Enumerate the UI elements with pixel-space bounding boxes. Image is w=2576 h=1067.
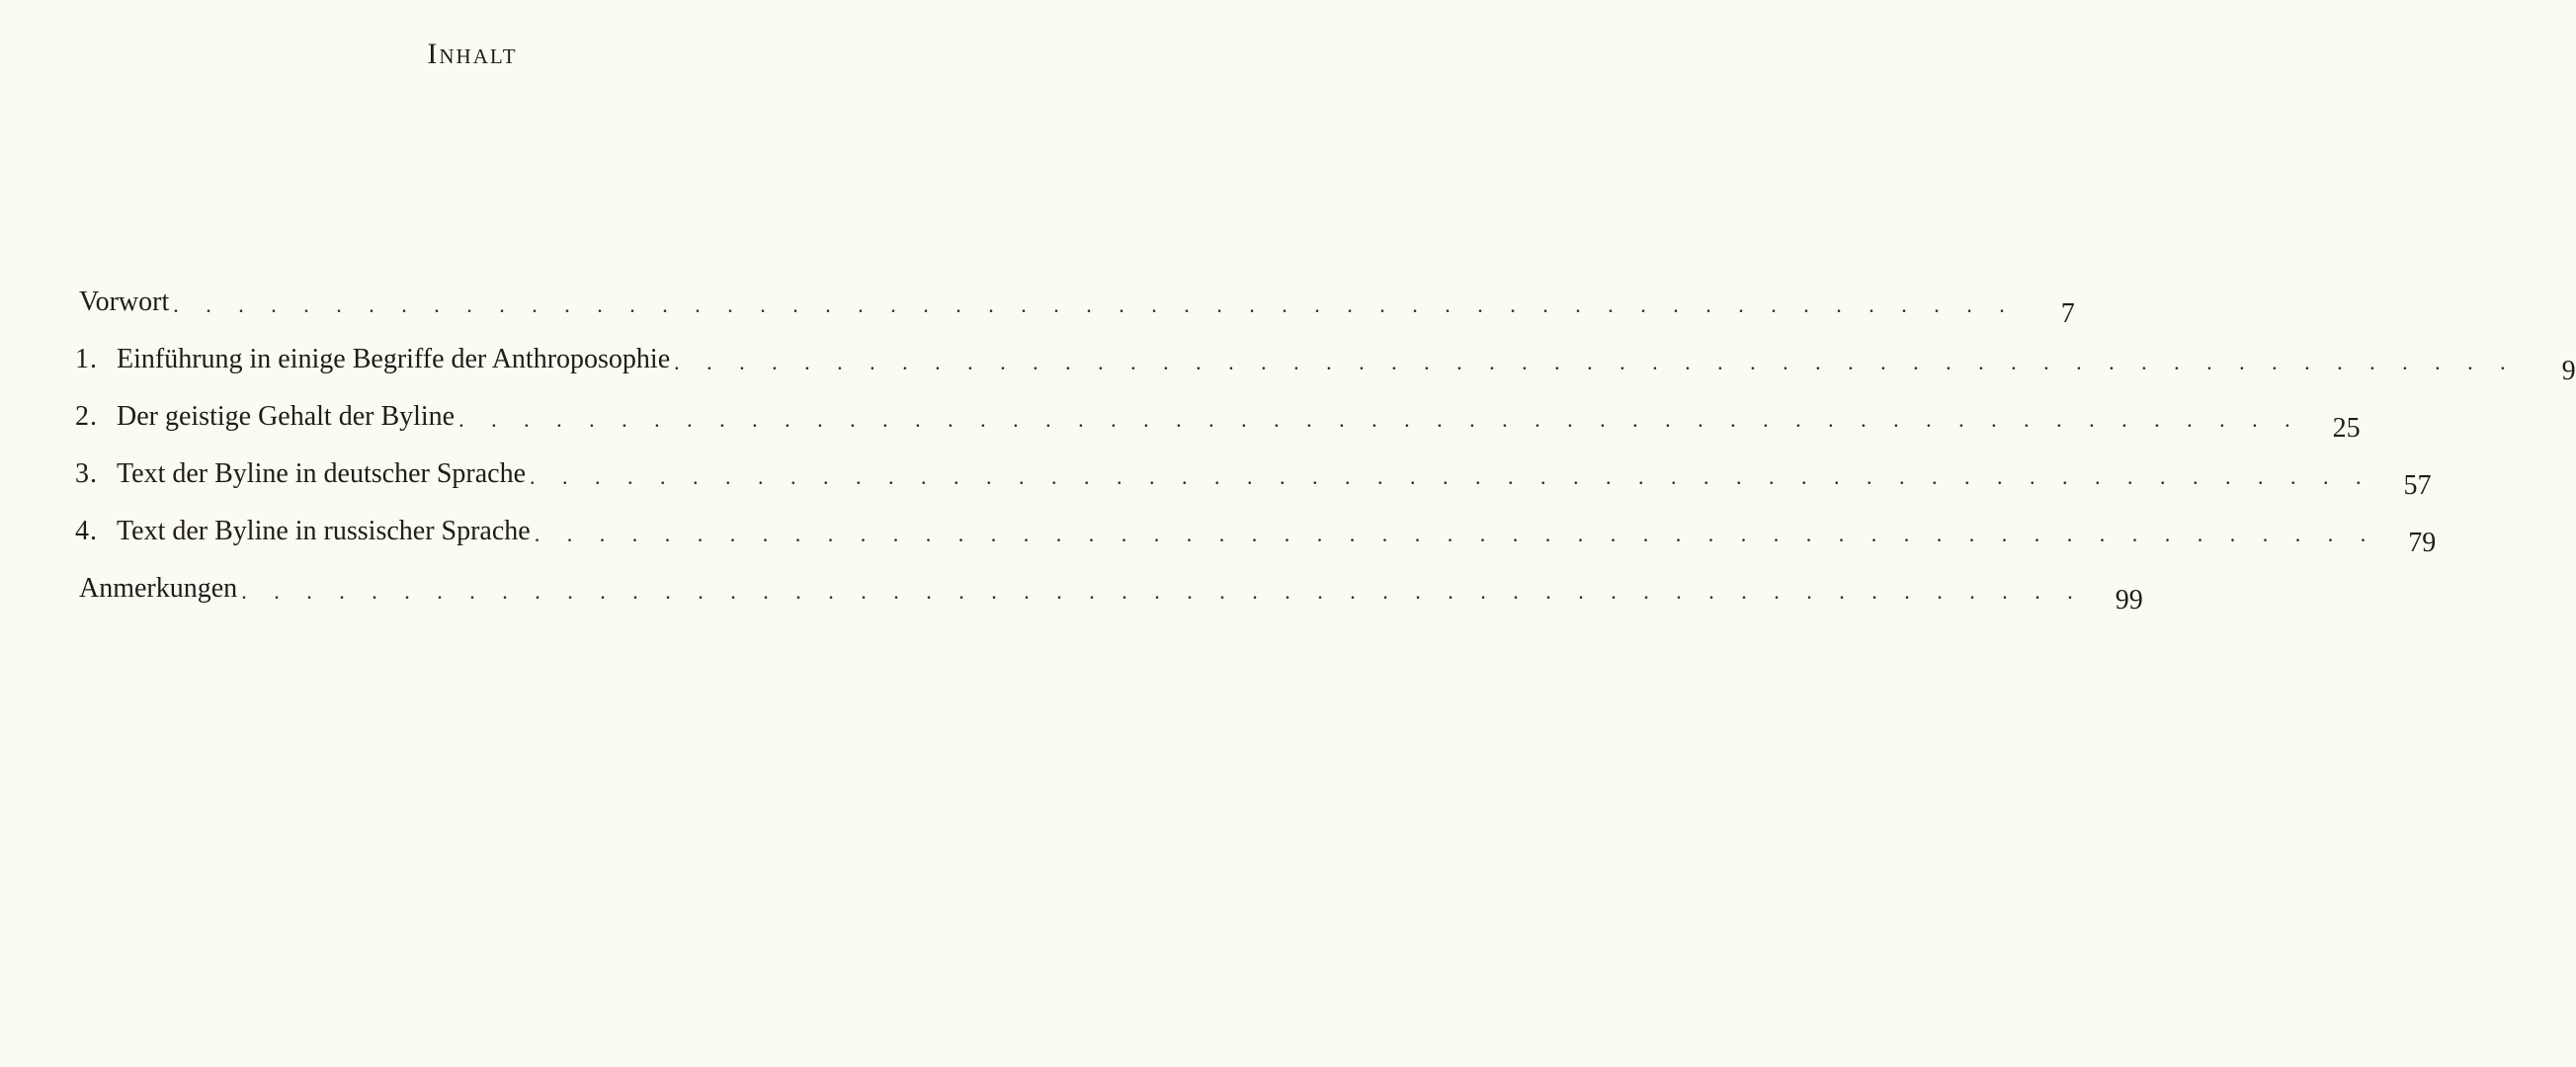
toc-entry-vorwort [75,259,2075,329]
toc-entry-number: 1. [75,344,98,374]
toc-entry-page: 25 [2332,413,2361,444]
toc-entry-page: 7 [2060,298,2075,329]
toc-entry-anmerkungen [75,545,2143,616]
toc-entry-chapter-3 [75,431,2432,501]
dot-leader: . . . . . . . . . . . . . . . . . . . . . . . . . . . . . . . . . . . . . . . . . . . . . . . . . . . . . . . . . [674,350,2517,374]
toc-entry-title: Vorwort [79,287,170,317]
toc-entry-number: 2. [75,401,98,432]
toc-entry-title: Einführung in einige Begriffe der Anthroposophie [117,344,671,374]
dot-leader: . . . . . . . . . . . . . . . . . . . . . . . . . . . . . . . . . . . . . . . . . . . . . . . . . . . . . . . . . [241,579,2084,604]
page-title: Inhalt [427,38,518,70]
toc-entry-title: Text der Byline in russischer Sprache [117,516,531,546]
toc-entry-chapter-2 [75,373,2361,444]
toc-entry-title: Anmerkungen [79,573,238,604]
toc-entry-title: Text der Byline in deutscher Sprache [117,458,527,489]
toc-entry-number: 3. [75,458,98,489]
table-of-contents [75,259,2576,616]
toc-entry-number: 4. [75,516,98,546]
toc-entry-page: 57 [2403,470,2432,501]
dot-leader: . . . . . . . . . . . . . . . . . . . . . . . . . . . . . . . . . . . . . . . . . . . . . . . . . . . . . . . . . [534,522,2377,546]
toc-entry-page: 79 [2408,528,2437,558]
dot-leader: . . . . . . . . . . . . . . . . . . . . . . . . . . . . . . . . . . . . . . . . . . . . . . . . . . . . . . . . . [530,464,2372,489]
toc-entry-chapter-4 [75,488,2437,558]
dot-leader: . . . . . . . . . . . . . . . . . . . . . . . . . . . . . . . . . . . . . . . . . . . . . . . . . . . . . . . . . [458,407,2301,432]
dot-leader: . . . . . . . . . . . . . . . . . . . . . . . . . . . . . . . . . . . . . . . . . . . . . . . . . . . . . . . . . [173,292,2016,317]
toc-entry-title: Der geistige Gehalt der Byline [117,401,456,432]
toc-entry-page: 9 [2561,356,2576,386]
toc-entry-page: 99 [2115,585,2143,616]
toc-entry-chapter-1 [75,316,2576,386]
